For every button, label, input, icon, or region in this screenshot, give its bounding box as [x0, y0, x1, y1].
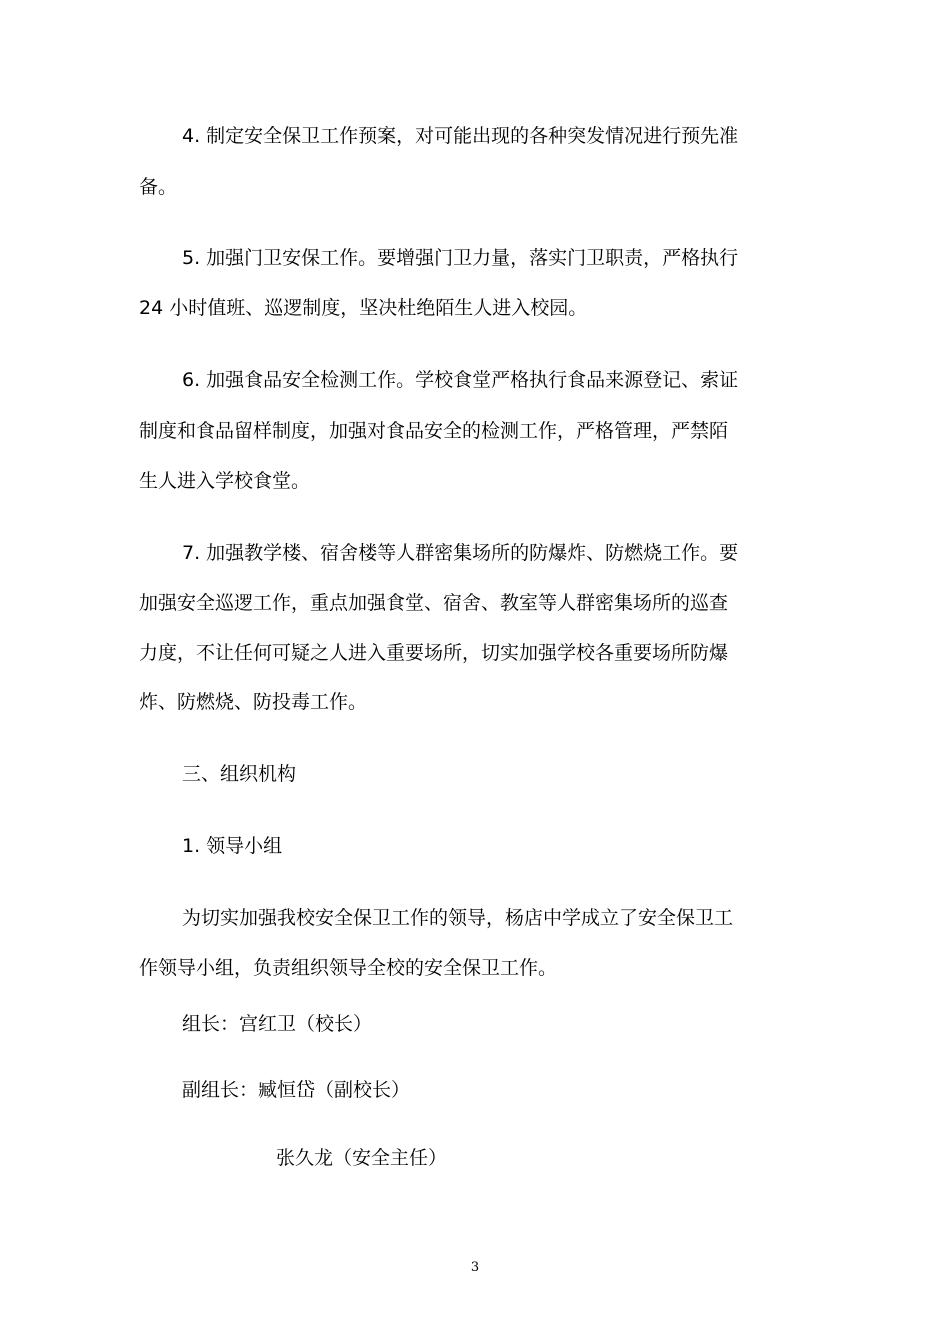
paragraph-5-line-1: 5. 加强门卫安保工作。要增强门卫力量，落实门卫职责，严格执行	[182, 247, 739, 269]
paragraph-4-line-2: 备。	[139, 176, 178, 198]
member-leader: 组长：宫红卫（校长）	[182, 1013, 373, 1035]
paragraph-4-line-1: 4. 制定安全保卫工作预案，对可能出现的各种突发情况进行预先准	[182, 125, 739, 147]
paragraph-7-line-1: 7. 加强教学楼、宿舍楼等人群密集场所的防爆炸、防燃烧工作。要	[182, 542, 739, 564]
intro-line-1: 为切实加强我校安全保卫工作的领导，杨店中学成立了安全保卫工	[182, 907, 734, 929]
paragraph-6-line-3: 生人进入学校食堂。	[139, 470, 311, 492]
member-deputy-2: 张久龙（安全主任）	[276, 1147, 448, 1169]
intro-line-2: 作领导小组，负责组织领导全校的安全保卫工作。	[139, 957, 558, 979]
paragraph-7-line-3: 力度，不让任何可疑之人进入重要场所，切实加强学校各重要场所防爆	[139, 642, 729, 664]
paragraph-5-line-2: 24 小时值班、巡逻制度，坚决杜绝陌生人进入校园。	[139, 297, 588, 319]
paragraph-7-line-2: 加强安全巡逻工作，重点加强食堂、宿舍、教室等人群密集场所的巡查	[139, 592, 729, 614]
paragraph-6-line-2: 制度和食品留样制度，加强对食品安全的检测工作，严格管理，严禁陌	[139, 420, 729, 442]
page-number: 3	[470, 1260, 480, 1275]
paragraph-6-line-1: 6. 加强食品安全检测工作。学校食堂严格执行食品来源登记、索证	[182, 369, 739, 391]
subheading-leadership-group: 1. 领导小组	[182, 835, 283, 857]
section-heading: 三、组织机构	[182, 763, 297, 785]
member-deputy-1: 副组长：臧恒岱（副校长）	[182, 1079, 411, 1101]
paragraph-7-line-4: 炸、防燃烧、防投毒工作。	[139, 691, 368, 713]
